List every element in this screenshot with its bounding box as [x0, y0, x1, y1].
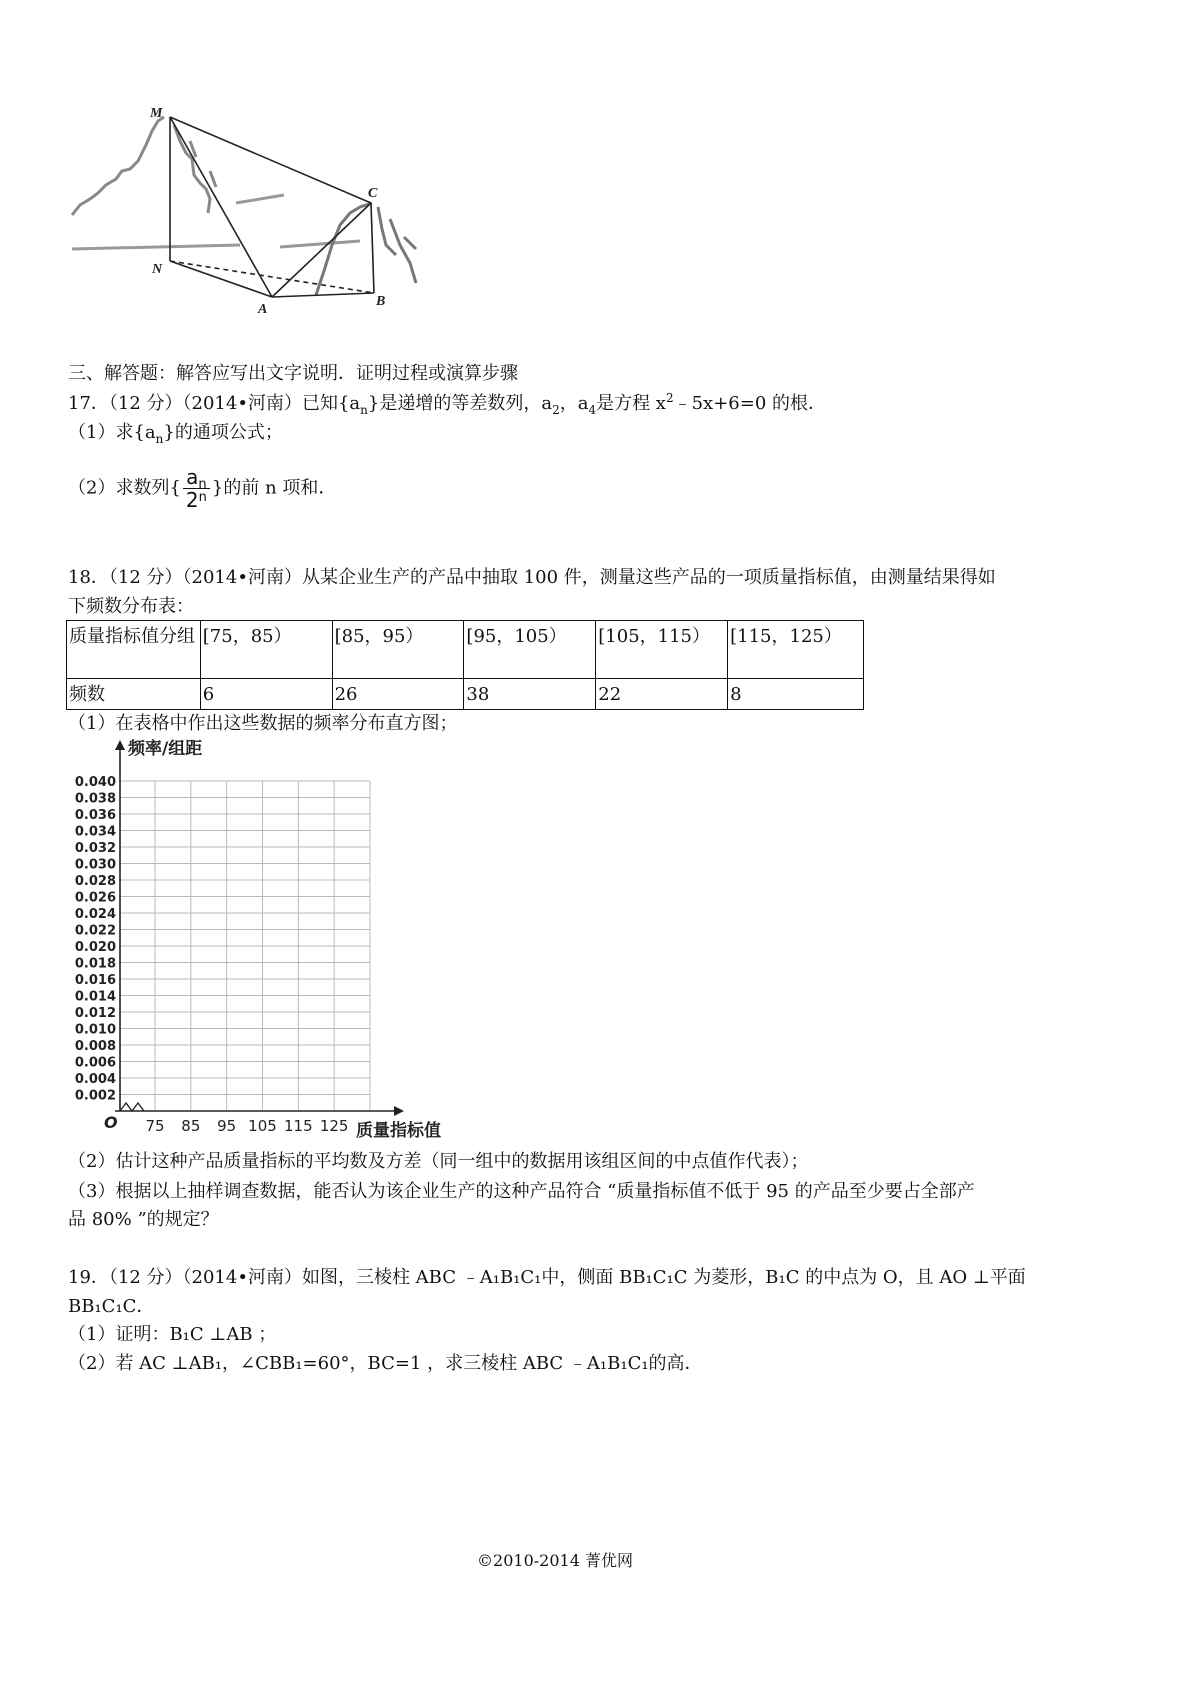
histogram-chart: [60, 736, 460, 1146]
table-cell: 22: [596, 679, 728, 710]
table-cell: 38: [464, 679, 596, 710]
ridge-line: [236, 195, 284, 203]
y-tick-label: 0.014: [74, 989, 116, 1005]
x-tick-label: 125: [319, 1117, 349, 1135]
q17-part1: （1）求$\{a_n\}$的通项公式；: [68, 422, 283, 446]
table-cell: 质量指标值分组: [67, 621, 201, 679]
x-axis-arrow: [394, 1106, 404, 1116]
origin-label: O: [104, 1113, 118, 1132]
x-axis-title: 质量指标值: [356, 1121, 441, 1141]
label-B: B: [376, 294, 386, 309]
ground-hatch-right: [280, 241, 360, 247]
axis-break-mark: [120, 1103, 144, 1111]
y-tick-label: 0.020: [74, 940, 116, 955]
q19-part2: （2）若 AC ⊥AB₁，∠CBB₁=60°，BC=1 ，求三棱柱 ABC ﹣A₁B₁C₁的高．: [68, 1353, 703, 1374]
label-A: A: [258, 302, 268, 317]
y-tick-label: 0.038: [74, 791, 116, 807]
x-tick-label: 105: [248, 1117, 277, 1135]
q17-stem: 17．（12 分）（2014•河南）已知$\{a_n\}$是递增的等差数列，$a_2$，$a_4$是方程 $x^2﹣5x+6=0$ 的根．: [68, 391, 826, 417]
y-tick-label: 0.026: [74, 890, 116, 906]
q17-part2: （2）求数列{ $\frac{a_n}{2^n}$ }的前 n 项和．: [68, 465, 337, 512]
table-row-groups: [67, 621, 864, 679]
left-cliff-shading: [174, 125, 216, 213]
x-tick-label: 95: [217, 1117, 237, 1135]
y-tick-label: 0.002: [74, 1088, 116, 1104]
edge-AB: [272, 293, 374, 297]
y-tick-label: 0.012: [74, 1006, 116, 1021]
table-cell: [95，105）: [464, 621, 596, 679]
y-tick-label: 0.030: [74, 857, 116, 873]
q19-part1: （1）证明：B₁C ⊥AB ；: [68, 1324, 277, 1345]
q18-part3-line2: 品 80% ”的规定？: [68, 1209, 219, 1230]
q18-stem-line2: 下频数分布表：: [68, 596, 194, 617]
y-tick-label: 0.040: [74, 775, 116, 790]
edge-MA: [170, 117, 272, 297]
mountain-survey-figure: [60, 95, 440, 325]
right-mountain-outline: [316, 203, 372, 295]
y-tick-label: 0.024: [74, 907, 116, 922]
right-cliff-shading: [378, 207, 416, 283]
table-row-frequency: [67, 679, 864, 710]
y-tick-label: 0.028: [74, 874, 116, 889]
histogram-grid: [120, 781, 370, 1111]
table-cell: [85，95）: [332, 621, 464, 679]
y-tick-label: 0.018: [74, 956, 116, 972]
footer-copyright: ©2010-2014 菁优网: [477, 1551, 633, 1570]
y-tick-label: 0.022: [74, 923, 116, 939]
x-tick-label: 85: [181, 1117, 201, 1135]
x-tick-label: 115: [284, 1117, 313, 1135]
edge-NA: [170, 261, 272, 297]
histogram-axes: [115, 740, 404, 1116]
edge-MC: [170, 117, 371, 203]
fraction-an-over-2n: $\frac{a_n}{2^n}$: [183, 466, 210, 511]
table-cell: 6: [200, 679, 332, 710]
y-tick-labels: [75, 775, 116, 1104]
ground-hatch-left: [72, 245, 240, 249]
y-tick-label: 0.016: [74, 973, 116, 988]
table-cell: [115，125）: [728, 621, 864, 679]
q18-part2: （2）估计这种产品质量指标的平均数及方差（同一组中的数据用该组区间的中点值作代表）；: [68, 1151, 809, 1172]
label-C: C: [368, 186, 378, 201]
y-tick-label: 0.034: [74, 824, 116, 840]
label-M: M: [150, 106, 163, 121]
y-tick-label: 0.036: [74, 808, 116, 823]
y-tick-label: 0.006: [74, 1055, 116, 1071]
table-cell: 26: [332, 679, 464, 710]
y-tick-label: 0.004: [74, 1072, 116, 1087]
q19-stem-line1: 19．（12 分）（2014•河南）如图，三棱柱 ABC ﹣A₁B₁C₁中，侧面 BB₁C₁C 为菱形，B₁C 的中点为 O，且 AO ⊥平面: [68, 1267, 1026, 1288]
q18-part3-line1: （3）根据以上抽样调查数据，能否认为该企业生产的这种产品符合 “质量指标值不低于 95 的产品至少要占全部产: [68, 1181, 975, 1202]
table-cell: [75，85）: [200, 621, 332, 679]
table-cell: [105，115）: [596, 621, 728, 679]
section-heading: 三、解答题：解答应写出文字说明．证明过程或演算步骤: [68, 363, 518, 384]
x-tick-labels: [145, 1117, 348, 1135]
table-cell: 频数: [67, 679, 201, 710]
q18-stem-line1: 18．（12 分）（2014•河南）从某企业生产的产品中抽取 100 件，测量这些产品的一项质量指标值，由测量结果得如: [68, 567, 996, 588]
x-tick-label: 75: [145, 1117, 165, 1135]
y-axis-title: 频率/组距: [128, 739, 203, 759]
y-tick-label: 0.008: [74, 1039, 116, 1054]
edge-NB-dashed: [170, 261, 374, 293]
table-cell: 8: [728, 679, 864, 710]
label-N: N: [152, 262, 163, 277]
left-mountain-outline: [72, 117, 164, 215]
q19-stem-line2: BB₁C₁C．: [68, 1296, 155, 1317]
q18-part1: （1）在表格中作出这些数据的频率分布直方图；: [68, 713, 458, 734]
frequency-table: [66, 620, 864, 710]
y-tick-label: 0.010: [74, 1022, 116, 1038]
y-axis-arrow: [115, 740, 125, 750]
edge-CB: [371, 203, 374, 293]
y-tick-label: 0.032: [74, 841, 116, 856]
